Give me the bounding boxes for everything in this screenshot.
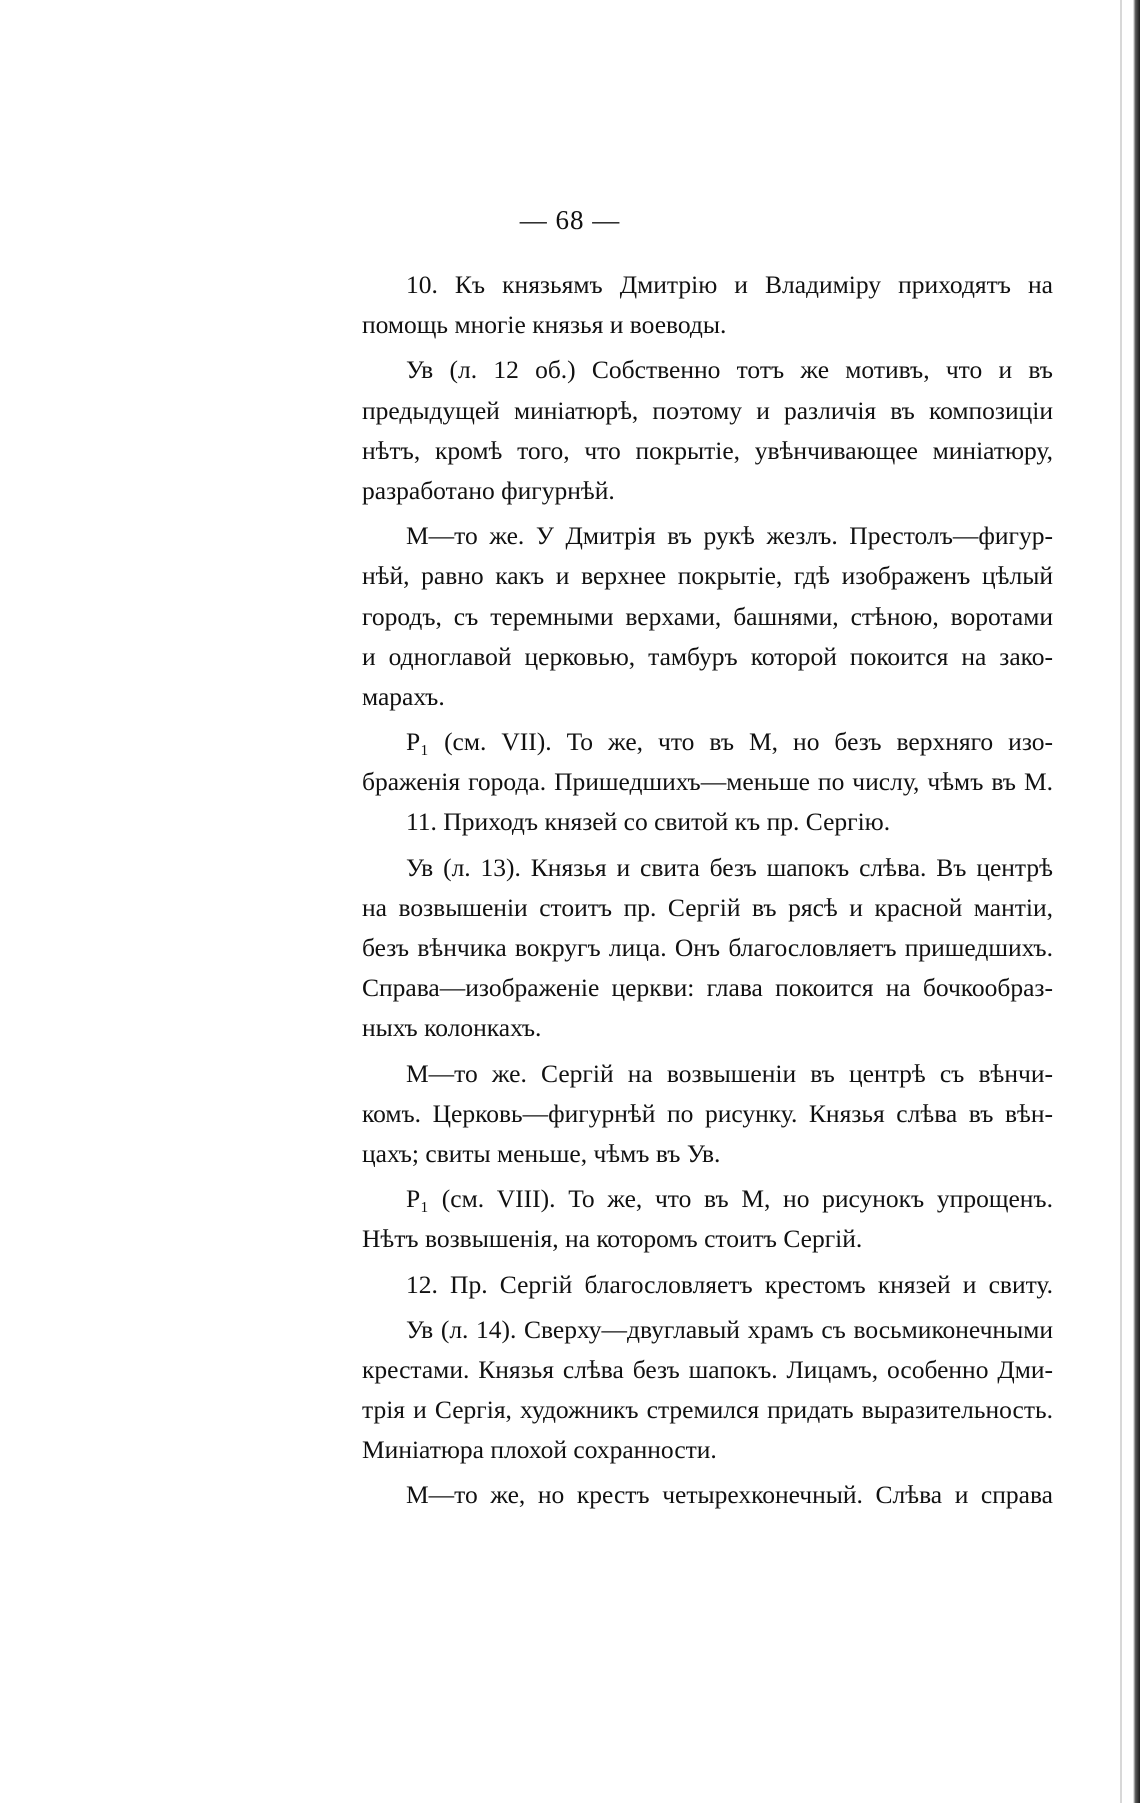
paragraph xyxy=(318,1179,1053,1259)
paragraph xyxy=(318,1310,1053,1471)
text-line: 12. Пр. Сергій благословляетъ крестомъ князей и свиту. xyxy=(406,1269,1053,1299)
text-line: на возвышеніи стоитъ пр. Сергій въ рясѣ и красной мантіи, xyxy=(362,892,1053,922)
text-line: и одноглавой церковью, тамбуръ которой покоится на зако- xyxy=(362,641,1053,671)
text-line: Миніатюра плохой сохранности. xyxy=(362,1435,717,1465)
paragraph xyxy=(318,722,1053,802)
text-line: трія и Сергія, художникъ стремился придать выразительность. xyxy=(362,1395,1053,1425)
paragraph xyxy=(318,265,1053,345)
text-line: Ув (л. 13). Князья и свита безъ шапокъ слѣва. Въ центрѣ xyxy=(406,852,1053,882)
text-line: цахъ; свиты меньше, чѣмъ въ Ув. xyxy=(362,1138,721,1168)
scan-edge xyxy=(1133,0,1140,1803)
text-line: предыдущей миніатюрѣ, поэтому и различія въ композиціи xyxy=(362,395,1053,425)
text-line: 10. Къ князьямъ Дмитрію и Владиміру приходятъ на xyxy=(406,270,1053,299)
text-line: Ув (л. 14). Сверху—двуглавый храмъ съ восьмиконечными xyxy=(406,1314,1053,1344)
text-line: ныхъ колонкахъ. xyxy=(362,1013,542,1043)
text-line: нѣй, равно какъ и верхнее покрытіе, гдѣ изображенъ цѣлый xyxy=(362,561,1053,591)
paragraph xyxy=(318,1054,1053,1175)
text-line: Нѣтъ возвышенія, на которомъ стоитъ Сергій. xyxy=(362,1224,863,1254)
text-line: P₁ (см. VII). То же, что въ М, но безъ верхняго изо- xyxy=(406,727,1053,757)
text-line: 11. Приходъ князей со свитой къ пр. Сергію. xyxy=(406,807,891,837)
page-number: — 68 — xyxy=(519,205,621,235)
text-line: крестами. Князья слѣва безъ шапокъ. Лицамъ, особенно Дми- xyxy=(362,1354,1053,1384)
text-line: Справа—изображеніе церкви: глава покоится на бочкообраз- xyxy=(362,973,1053,1003)
paragraph xyxy=(318,1265,1053,1305)
text-line: разработано фигурнѣй. xyxy=(362,475,615,505)
text-line: М—то же. Сергій на возвышеніи въ центрѣ съ вѣнчи- xyxy=(406,1058,1053,1088)
text-line: нѣтъ, кромѣ того, что покрытіе, увѣнчивающее миніатюру, xyxy=(362,435,1053,465)
paragraph xyxy=(318,1475,1053,1515)
paragraph xyxy=(318,848,1053,1049)
text-line: М—то же, но крестъ четырехконечный. Слѣва и справа xyxy=(406,1480,1053,1510)
page-text xyxy=(318,265,1053,1516)
text-line: безъ вѣнчика вокругъ лица. Онъ благословляетъ пришедшихъ. xyxy=(362,933,1053,962)
text-line: браженія города. Пришедшихъ—меньше по числу, чѣмъ въ М. xyxy=(362,767,1053,797)
text-line: помощь многіе князья и воеводы. xyxy=(362,310,727,340)
paragraph xyxy=(318,802,1053,842)
text-line: марахъ. xyxy=(362,681,445,711)
paragraph xyxy=(318,350,1053,511)
paragraph xyxy=(318,516,1053,717)
text-line: комъ. Церковь—фигурнѣй по рисунку. Князья слѣва въ вѣн- xyxy=(362,1098,1053,1128)
text-line: Ув (л. 12 об.) Собственно тотъ же мотивъ, что и въ xyxy=(406,355,1053,385)
scan-edge-line xyxy=(1120,0,1122,1803)
text-line: P₁ (см. VIII). То же, что въ М, но рисунокъ упрощенъ. xyxy=(406,1184,1053,1214)
text-line: городъ, съ теремными верхами, башнями, стѣною, воротами xyxy=(362,601,1053,631)
text-line: М—то же. У Дмитрія въ рукѣ жезлъ. Престолъ—фигур- xyxy=(406,521,1053,551)
